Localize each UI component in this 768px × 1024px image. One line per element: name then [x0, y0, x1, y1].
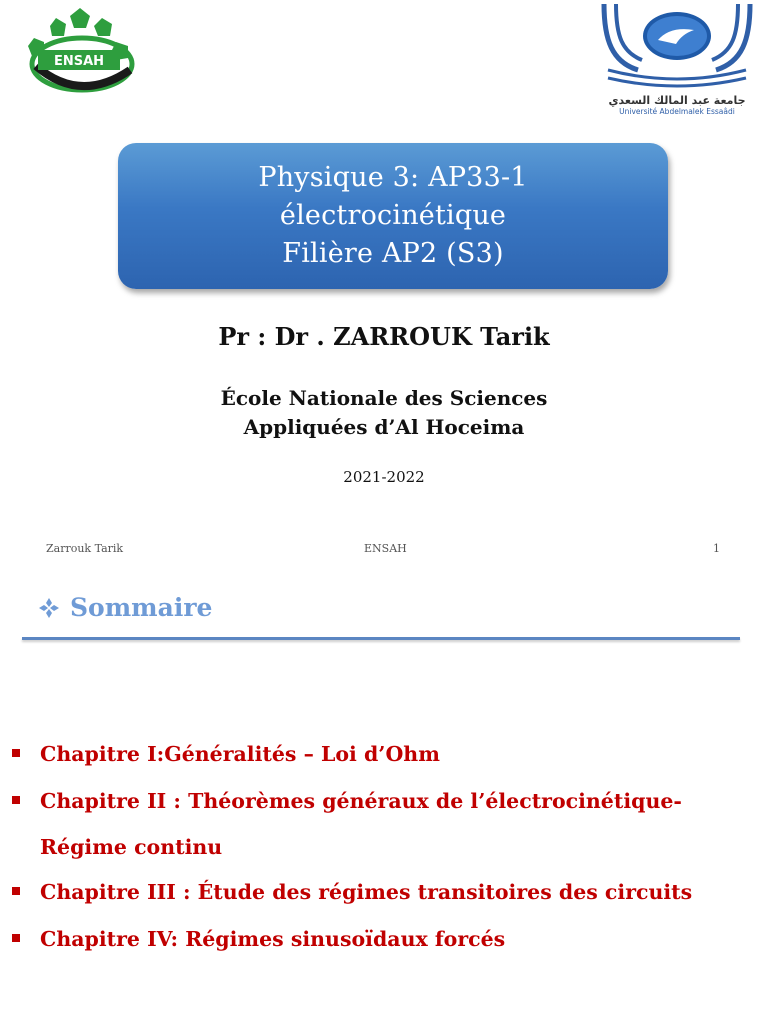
toc-item-label: Chapitre III : Étude des régimes transitoires des circuits [40, 880, 693, 904]
sommaire-title: Sommaire [70, 593, 213, 622]
toc-item-label: Chapitre I:Généralités – Loi d’Ohm [40, 742, 440, 766]
footer-page-number: 1 [713, 542, 720, 555]
university-logo-arabic: جامعة عبد المالك السعدي [608, 94, 746, 107]
professor-name: Pr : Dr . ZARROUK Tarik [218, 322, 550, 351]
toc-item-label: Chapitre IV: Régimes sinusoïdaux forcés [40, 927, 506, 951]
heading-divider [22, 637, 740, 640]
ensah-logo [24, 4, 136, 100]
footer-school: ENSAH [364, 542, 407, 555]
course-program-line: Filière AP2 (S3) [282, 238, 504, 269]
sommaire-heading [38, 593, 212, 622]
toc-item-chapter-2-continuation: Régime continu [40, 835, 223, 859]
square-bullet-icon [12, 796, 20, 804]
toc-item-label: Chapitre II : Théorèmes généraux de l’électrocinétique- [40, 789, 682, 813]
toc-item-chapter-4 [12, 927, 505, 951]
course-title-box [118, 143, 668, 289]
slide-2 [0, 575, 768, 1024]
square-bullet-icon [12, 934, 20, 942]
course-subject-line: électrocinétique [279, 200, 507, 231]
university-logo-latin: Université Abdelmalek Essaâdi [619, 107, 735, 116]
ensah-logo-graphic [24, 4, 136, 100]
school-name-line-2: Appliquées d’Al Hoceima [243, 415, 525, 439]
toc-item-chapter-1 [12, 742, 440, 766]
diamond-bullet-icon [38, 597, 60, 619]
footer-author: Zarrouk Tarik [46, 542, 124, 555]
school-name [0, 384, 768, 442]
ensah-logo-text: ENSAH [53, 54, 105, 69]
university-logo-graphic [598, 0, 756, 116]
course-title-line: Physique 3: AP33-1 [258, 162, 528, 193]
school-name-line-1: École Nationale des Sciences [220, 386, 548, 410]
square-bullet-icon [12, 887, 20, 895]
university-logo [598, 0, 756, 116]
toc-item-chapter-3 [12, 880, 692, 904]
toc-item-chapter-2 [12, 789, 682, 813]
academic-year: 2021-2022 [343, 468, 425, 486]
square-bullet-icon [12, 749, 20, 757]
